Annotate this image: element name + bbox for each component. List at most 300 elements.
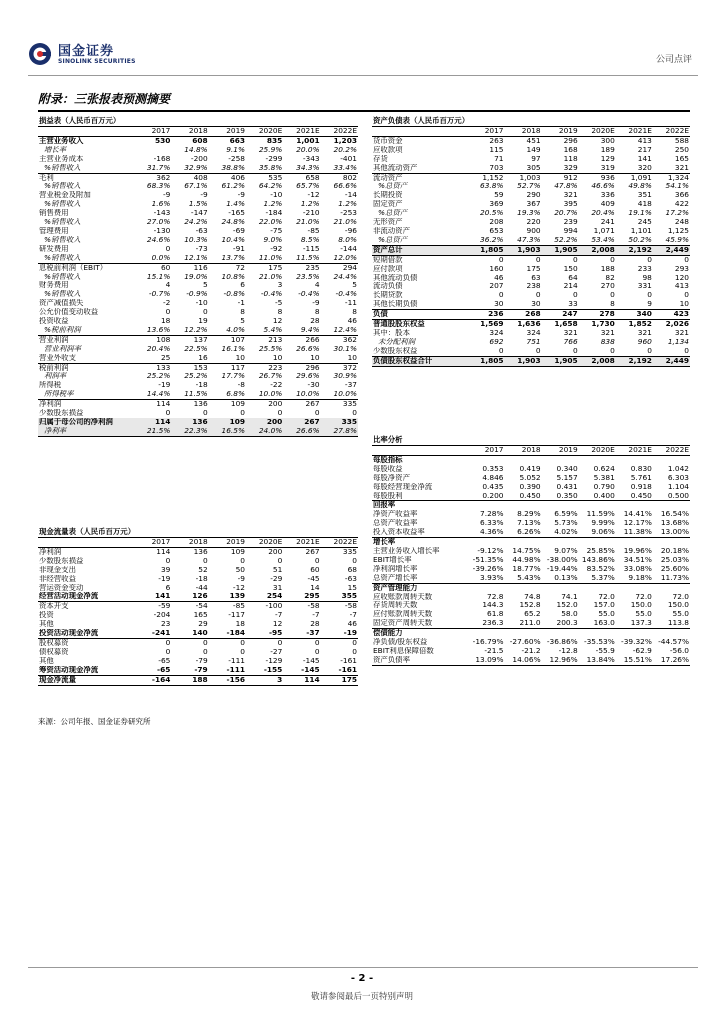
row-value: -241 xyxy=(134,629,171,638)
row-value: 0.0% xyxy=(134,254,171,263)
row-value: 109 xyxy=(230,399,245,409)
row-value: 36.2% xyxy=(467,236,504,245)
row-value xyxy=(467,583,504,592)
row-value: 936 xyxy=(600,173,615,182)
row-value: 189 xyxy=(600,145,615,154)
row-value: 1,101 xyxy=(630,226,652,235)
year-header: 2017 xyxy=(467,446,504,456)
year-header: 2018 xyxy=(171,538,208,548)
row-value: -39.26% xyxy=(472,564,504,573)
row-value: 10.0% xyxy=(283,390,320,399)
row-value: 51 xyxy=(272,565,283,574)
row-value: 15.51% xyxy=(616,656,653,665)
row-value: -204 xyxy=(153,611,171,620)
row-value: 0.350 xyxy=(542,492,579,501)
row-value: 4.846 xyxy=(482,473,504,482)
row-value: -0.8% xyxy=(223,290,245,299)
row-value: 3 xyxy=(246,675,283,685)
row-value: 33 xyxy=(542,300,579,309)
row-value: 13.7% xyxy=(209,254,246,263)
table-row xyxy=(38,326,358,335)
row-value: 20.7% xyxy=(554,209,578,218)
row-value: 0 xyxy=(314,638,320,647)
row-value: 6.33% xyxy=(480,519,504,528)
row-value: -343 xyxy=(302,154,320,163)
row-value: 24.8% xyxy=(221,218,245,227)
row-value: -38.00% xyxy=(546,555,578,564)
row-label: %销售收入 xyxy=(44,182,81,191)
row-value: 24.0% xyxy=(246,427,283,436)
row-label: 其他 xyxy=(39,620,54,629)
disclaimer-note: 敬请参阅最后一页特别声明 xyxy=(310,992,413,1002)
row-value: -95 xyxy=(246,629,283,638)
row-value: -129 xyxy=(265,656,283,665)
table-title: 现金流量表（人民币百万元） xyxy=(38,527,358,538)
row-label: 非流动资产 xyxy=(373,226,410,235)
row-value: 27.0% xyxy=(146,218,171,227)
row-value: 150.0 xyxy=(667,601,689,610)
row-value: 5.052 xyxy=(519,473,541,482)
row-value: -58 xyxy=(344,601,357,611)
row-value: 0 xyxy=(535,291,541,300)
row-value: 1,903 xyxy=(505,356,542,366)
table-row xyxy=(372,347,690,356)
row-value: 423 xyxy=(653,310,690,320)
row-value: 0.340 xyxy=(556,464,578,473)
row-value: -55.9 xyxy=(595,646,615,655)
row-value: 2,192 xyxy=(616,245,653,255)
row-value: -44.57% xyxy=(658,638,689,647)
row-value: 0 xyxy=(202,638,208,647)
row-value: 114 xyxy=(156,547,171,556)
row-value: 0 xyxy=(314,647,320,656)
row-value: 72 xyxy=(235,263,245,272)
table-title-row xyxy=(372,435,690,446)
table-title-row xyxy=(372,116,690,127)
row-value: 6.26% xyxy=(505,528,542,537)
table-row xyxy=(372,619,690,628)
row-value xyxy=(467,538,504,547)
table-row xyxy=(38,263,358,272)
row-value: 47.3% xyxy=(505,236,542,245)
row-value: -56.0 xyxy=(669,646,689,655)
table-row xyxy=(38,400,358,409)
row-label: 财务费用 xyxy=(39,281,69,290)
table-title-row xyxy=(38,527,358,538)
row-value: 14 xyxy=(310,583,320,592)
row-value xyxy=(653,501,690,510)
row-value: -145 xyxy=(283,666,320,675)
row-value: 50 xyxy=(235,565,245,574)
row-value: 25.03% xyxy=(660,555,689,564)
row-value: 254 xyxy=(246,592,283,601)
row-value: 200 xyxy=(268,399,283,409)
row-value: 236.3 xyxy=(467,619,504,628)
row-value: 7.13% xyxy=(517,519,541,528)
row-value: -100 xyxy=(265,601,283,611)
row-value: -111 xyxy=(209,666,246,675)
table-row xyxy=(38,173,358,182)
row-value: -19 xyxy=(158,574,171,583)
row-label: 非现金支出 xyxy=(39,565,76,574)
row-label: EBIT增长率 xyxy=(373,555,412,564)
table-row xyxy=(38,648,358,657)
row-value: 21.5% xyxy=(134,427,171,436)
row-value: 1.2% xyxy=(263,200,283,209)
table-row xyxy=(372,656,690,665)
source-note: 来源：公司年报、国金证券研究所 xyxy=(38,717,151,726)
row-value: 46 xyxy=(494,273,504,282)
row-label: 营业利润 xyxy=(39,335,69,344)
row-value: -18 xyxy=(195,381,208,390)
row-value: 38.8% xyxy=(209,164,246,173)
row-value: 267 xyxy=(283,418,320,427)
table-row xyxy=(38,164,358,173)
table-row xyxy=(38,575,358,584)
row-value: 10.0% xyxy=(321,390,358,399)
row-value: 329 xyxy=(542,164,579,173)
row-value: -54 xyxy=(195,601,208,611)
row-label: 营运资金变动 xyxy=(39,583,84,592)
table-row xyxy=(372,236,690,245)
row-label: 税前利润 xyxy=(39,363,69,372)
row-value: 321 xyxy=(674,328,689,337)
row-label: 主营业务成本 xyxy=(39,154,84,163)
row-value: 24.6% xyxy=(146,235,171,244)
row-label: %销售收入 xyxy=(38,164,134,173)
row-value: 1,152 xyxy=(482,173,504,182)
row-label: 其他流动负债 xyxy=(373,273,418,282)
table-row xyxy=(372,191,690,200)
row-value xyxy=(616,501,653,510)
row-value xyxy=(616,629,653,638)
table-title: 比率分析 xyxy=(372,435,690,446)
row-value: 26.7% xyxy=(258,372,283,381)
row-label: 毛利 xyxy=(39,173,54,182)
row-value: 12.17% xyxy=(623,519,652,528)
year-header-blank xyxy=(372,127,467,137)
row-value: 126 xyxy=(171,592,208,601)
cash-flow-table xyxy=(38,527,358,686)
row-value: 150.0 xyxy=(630,601,652,610)
row-value: 19.1% xyxy=(628,209,652,218)
row-value: 422 xyxy=(674,200,689,209)
row-value: 175 xyxy=(526,264,541,273)
row-value: 0.790 xyxy=(593,482,615,491)
row-value: 5.43% xyxy=(505,574,542,583)
row-value xyxy=(653,455,690,464)
row-value: 236 xyxy=(467,310,504,320)
row-value: 11.0% xyxy=(246,254,283,263)
row-value: 19.3% xyxy=(517,209,541,218)
row-value: 293 xyxy=(674,264,689,273)
table-row xyxy=(38,354,358,363)
row-label: 净利率 xyxy=(38,427,134,436)
row-value: -168 xyxy=(153,154,171,163)
row-value: 15 xyxy=(347,583,357,592)
row-label: 投资 xyxy=(39,611,54,620)
row-value: 29 xyxy=(198,620,208,629)
row-value: 55.0 xyxy=(598,610,615,619)
table-row xyxy=(372,629,690,638)
row-value xyxy=(579,538,616,547)
row-value: 0 xyxy=(535,255,541,264)
row-label: 资产减值损失 xyxy=(39,299,84,308)
row-value: 136 xyxy=(193,547,208,556)
row-value: -184 xyxy=(265,209,283,218)
row-value: 239 xyxy=(563,218,578,227)
row-label: 长期投资 xyxy=(373,191,403,200)
row-value: -85 xyxy=(232,601,245,611)
row-value: 267 xyxy=(305,399,320,409)
year-header: 2022E xyxy=(653,446,690,456)
row-value: 0.500 xyxy=(653,492,690,501)
row-value: 0 xyxy=(240,638,245,647)
row-value: 63 xyxy=(531,273,541,282)
row-value: 60 xyxy=(310,565,320,574)
row-value: 25.2% xyxy=(184,372,208,381)
row-value: 0 xyxy=(352,556,357,565)
row-value: 296 xyxy=(305,363,320,372)
company-logo-icon xyxy=(28,42,52,66)
row-value: 1,125 xyxy=(667,226,689,235)
row-value: 33.4% xyxy=(321,164,358,173)
row-value: 14.06% xyxy=(505,656,542,665)
row-value: 0 xyxy=(352,647,357,656)
year-header: 2019 xyxy=(542,127,579,137)
row-value: 11.73% xyxy=(653,574,690,583)
row-label: %税前利润 xyxy=(38,326,134,335)
year-header: 2019 xyxy=(209,538,246,548)
table-row xyxy=(38,363,358,372)
row-value: -12 xyxy=(307,191,320,200)
row-value: -145 xyxy=(302,656,320,665)
row-value: 82 xyxy=(605,273,615,282)
row-value: 1,003 xyxy=(519,173,541,182)
row-value: -11 xyxy=(344,299,357,308)
row-value: 335 xyxy=(342,399,357,409)
row-value: 117 xyxy=(230,363,245,372)
row-value: 0.419 xyxy=(519,464,541,473)
row-value: 0 xyxy=(240,647,245,656)
row-label: 净资产收益率 xyxy=(373,510,418,519)
row-value: 49.8% xyxy=(628,182,652,191)
row-value: 71 xyxy=(494,154,504,163)
year-header: 2020E xyxy=(246,127,283,137)
table-title-row xyxy=(38,116,358,127)
row-value: 0 xyxy=(684,291,689,300)
row-label: 未分配利润 xyxy=(378,337,415,346)
table-row xyxy=(38,557,358,566)
row-value: 0 xyxy=(165,638,171,647)
row-value: 13.6% xyxy=(134,326,171,335)
table-row xyxy=(372,182,690,191)
row-value: 268 xyxy=(505,310,542,320)
row-value: -75 xyxy=(270,226,283,235)
row-label: 长期贷款 xyxy=(373,291,403,300)
row-value: 1.2% xyxy=(338,200,357,209)
row-value: 141 xyxy=(134,592,171,601)
row-value: 2,449 xyxy=(653,245,690,255)
income-statement-table xyxy=(38,116,358,437)
row-value: 113.8 xyxy=(653,619,690,628)
row-value: -59 xyxy=(158,601,171,611)
row-value: 25.60% xyxy=(660,564,689,573)
row-value: 6.303 xyxy=(667,473,689,482)
row-value: 321 xyxy=(563,191,578,200)
row-value: 0 xyxy=(498,291,504,300)
row-value: 0 xyxy=(165,647,171,656)
brand-name-en: SINOLINK SECURITIES xyxy=(58,58,136,65)
row-value: 139 xyxy=(209,592,246,601)
table-row xyxy=(38,146,358,155)
row-value: 0 xyxy=(647,255,652,264)
row-value: -63 xyxy=(195,226,208,235)
row-value: -130 xyxy=(153,226,171,235)
table-row xyxy=(372,291,690,300)
row-value: 14.75% xyxy=(512,546,541,555)
row-label: 负债 xyxy=(372,310,467,320)
row-value: 4 xyxy=(165,281,171,290)
row-value: 120 xyxy=(674,273,689,282)
table-title: 资产负债表（人民币百万元） xyxy=(372,116,690,127)
table-row xyxy=(38,218,358,227)
row-value: 175 xyxy=(321,675,358,685)
year-header-row xyxy=(372,127,690,137)
row-value: 144.3 xyxy=(482,601,504,610)
row-label: 销售费用 xyxy=(39,209,69,218)
row-value: 9.06% xyxy=(579,528,616,537)
year-header: 2018 xyxy=(505,446,542,456)
row-value: 653 xyxy=(489,226,504,235)
row-value: 1,091 xyxy=(630,173,652,182)
row-label: 每股收益 xyxy=(373,464,403,473)
table-row xyxy=(372,483,690,492)
table-row xyxy=(38,381,358,390)
row-value: 263 xyxy=(489,136,504,145)
row-value: 0.830 xyxy=(630,464,652,473)
row-value: 0 xyxy=(542,347,579,356)
row-value: 141 xyxy=(637,154,652,163)
row-value: 0 xyxy=(165,244,171,253)
table-row xyxy=(38,629,358,638)
row-value: 0.435 xyxy=(482,482,504,491)
row-value: 50.2% xyxy=(616,236,653,245)
row-value: 107 xyxy=(230,335,245,344)
row-value: 5 xyxy=(240,317,245,326)
year-header: 2019 xyxy=(209,127,246,137)
row-value xyxy=(542,629,579,638)
row-label: 资产总计 xyxy=(372,245,467,255)
table-row xyxy=(38,200,358,209)
section-divider xyxy=(38,110,690,112)
row-value: 72.8 xyxy=(487,592,504,601)
row-label: 资产负债率 xyxy=(372,656,467,665)
row-value: -21.2 xyxy=(521,646,541,655)
row-value: 65.7% xyxy=(296,182,320,191)
table-row xyxy=(38,602,358,611)
row-label: 净负债/股东权益 xyxy=(373,638,428,647)
row-value: 294 xyxy=(342,263,357,272)
row-value: 1,805 xyxy=(467,356,504,366)
row-value: 588 xyxy=(674,136,689,145)
row-value: 35.8% xyxy=(246,164,283,173)
row-label: 每股指标 xyxy=(373,455,403,464)
row-value: 418 xyxy=(637,200,652,209)
row-value: 0 xyxy=(653,347,690,356)
row-value: 0.200 xyxy=(467,492,504,501)
row-value xyxy=(505,455,542,464)
row-value: 30 xyxy=(467,300,504,309)
row-value xyxy=(616,455,653,464)
row-value: 59 xyxy=(494,191,504,200)
row-value: 98 xyxy=(642,273,652,282)
row-value: 220 xyxy=(526,218,541,227)
row-value xyxy=(616,538,653,547)
row-value: 68.3% xyxy=(146,182,171,191)
row-value: 153 xyxy=(193,363,208,372)
row-value: -258 xyxy=(228,154,245,163)
row-value: 20.18% xyxy=(660,546,689,555)
row-value: -96 xyxy=(344,226,357,235)
row-value: 23.5% xyxy=(296,272,320,281)
doc-type-label: 公司点评 xyxy=(655,55,692,65)
row-label: 无形资产 xyxy=(373,218,403,227)
row-value: 245 xyxy=(637,218,652,227)
row-value: 33.08% xyxy=(623,564,652,573)
year-header: 2018 xyxy=(505,127,542,137)
row-value: 372 xyxy=(342,363,357,372)
row-value: 9.99% xyxy=(591,519,615,528)
table-row xyxy=(372,501,690,510)
row-value: 9 xyxy=(616,300,653,309)
row-value: 74.1 xyxy=(561,592,578,601)
table-row xyxy=(372,356,690,366)
row-value xyxy=(505,583,542,592)
row-value: -9.12% xyxy=(477,546,504,555)
row-value: 20.0% xyxy=(296,145,320,154)
row-value xyxy=(579,501,616,510)
row-value: 2,026 xyxy=(665,319,689,329)
row-value: 366 xyxy=(674,191,689,200)
year-header: 2020E xyxy=(246,538,283,548)
row-value: 1,905 xyxy=(542,245,579,255)
row-label: 资产管理能力 xyxy=(373,583,418,592)
row-value: 26.6% xyxy=(283,427,320,436)
row-label: 利润率 xyxy=(44,372,67,381)
row-value: 10 xyxy=(283,354,320,363)
row-value: 39 xyxy=(160,565,171,574)
row-value: 21.0% xyxy=(296,218,320,227)
row-value: -1 xyxy=(237,299,245,308)
row-label: %销售收入 xyxy=(44,290,81,299)
row-value: 10.0% xyxy=(246,390,283,399)
row-label: 所得税率 xyxy=(38,390,134,399)
table-row xyxy=(38,236,358,245)
row-label: 货币资金 xyxy=(373,136,403,145)
row-value xyxy=(505,501,542,510)
row-value: 30.1% xyxy=(333,344,357,353)
row-value: 4.02% xyxy=(542,528,579,537)
row-value: -10 xyxy=(270,191,283,200)
row-label: 投资收益 xyxy=(39,317,69,326)
row-value: 13.68% xyxy=(660,519,689,528)
row-value: 0 xyxy=(610,255,615,264)
row-label: 投入资本收益率 xyxy=(372,528,467,537)
table-row xyxy=(38,611,358,620)
row-value: 355 xyxy=(321,592,358,601)
table-row xyxy=(38,254,358,263)
